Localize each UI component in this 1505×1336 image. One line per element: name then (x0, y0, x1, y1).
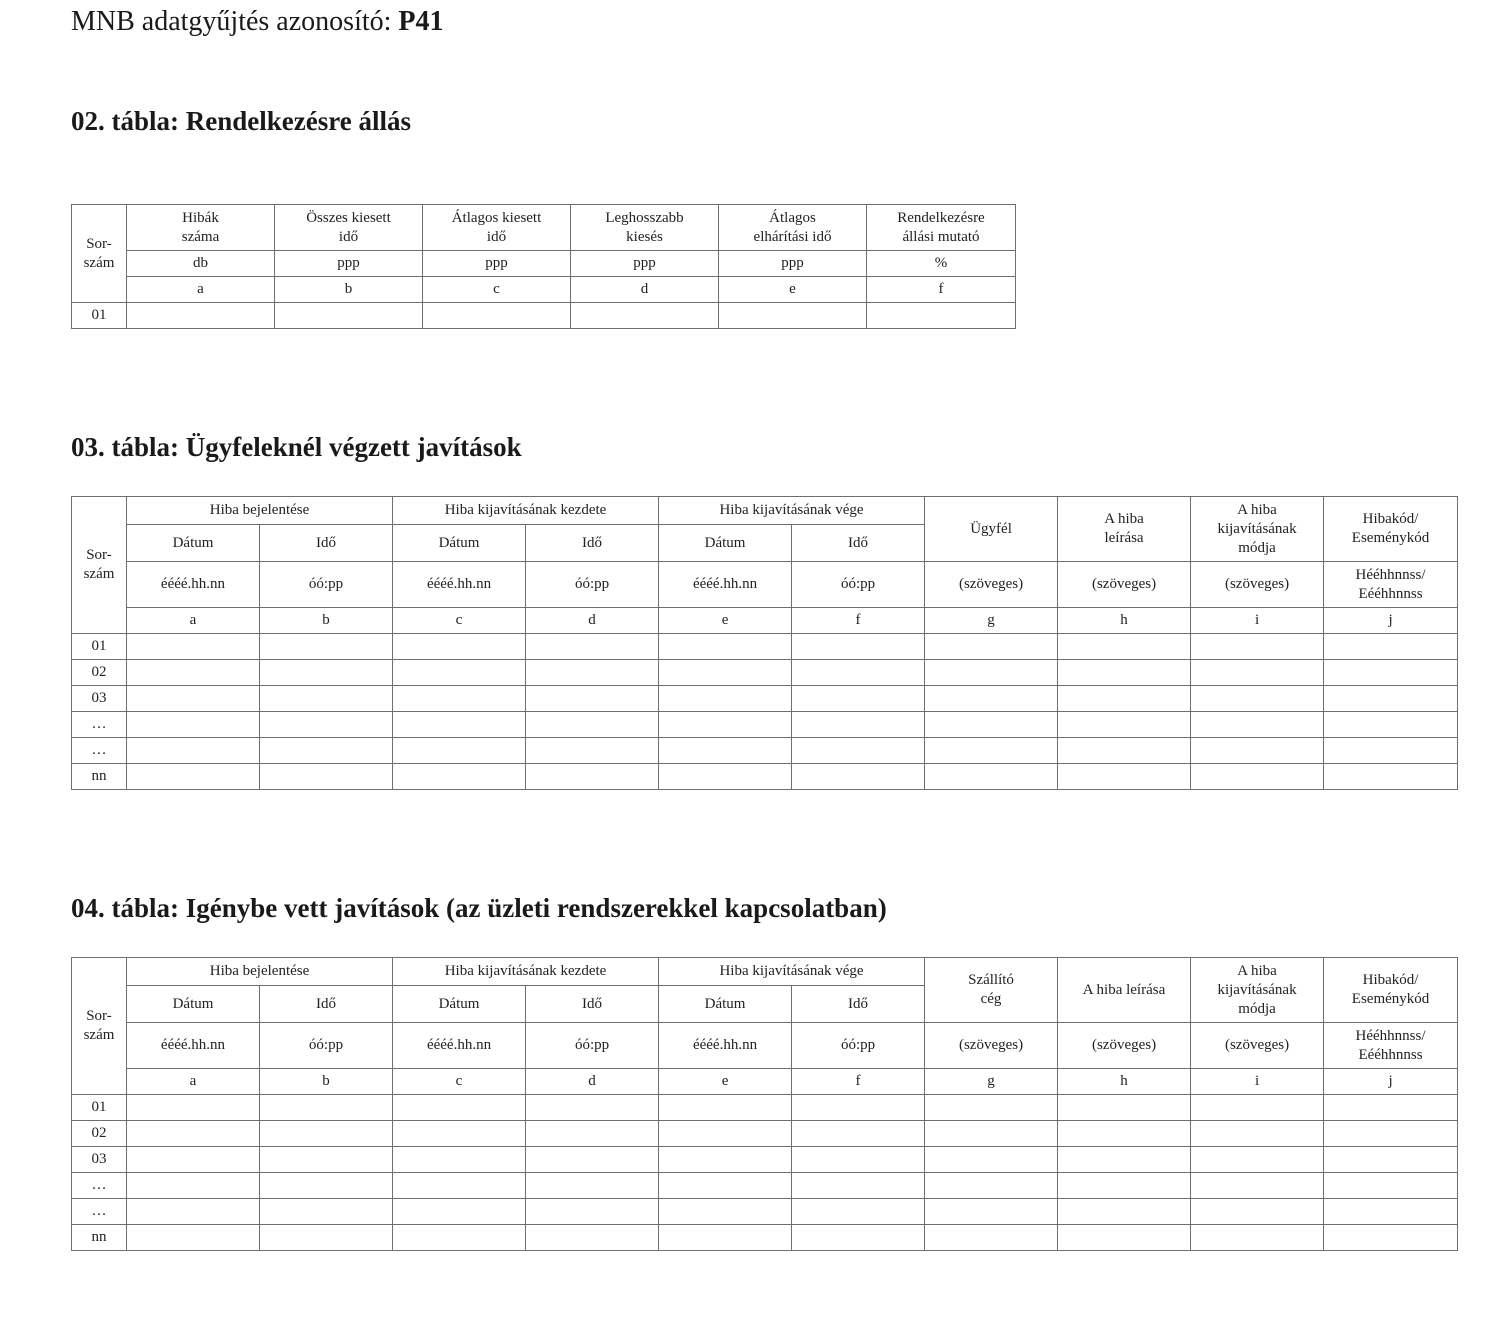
data-cell[interactable] (925, 738, 1058, 764)
table-row (72, 303, 1016, 329)
sub-header-time: Idő (526, 525, 659, 562)
data-cell[interactable] (792, 660, 925, 686)
column-letter: b (275, 277, 423, 303)
data-cell[interactable] (792, 738, 925, 764)
format-cell: Hééhhnnss/ Eééhhnnss (1324, 1023, 1458, 1069)
data-cell[interactable] (260, 712, 393, 738)
column-letter: e (659, 608, 792, 634)
table-row (72, 738, 1458, 764)
column-letter: h (1058, 1069, 1191, 1095)
table04-title: 04. tábla: Igénybe vett javítások (az üzleti rendszerekkel kapcsolatban) (71, 893, 887, 923)
data-cell[interactable] (1058, 1147, 1191, 1173)
sorszam-header: Sor- szám (72, 205, 127, 303)
table-row (72, 634, 1458, 660)
data-cell[interactable] (1058, 686, 1191, 712)
data-cell[interactable] (792, 1147, 925, 1173)
data-cell[interactable] (571, 303, 719, 329)
row-number: 01 (72, 303, 127, 329)
table04-body (72, 1095, 1458, 1251)
data-cell[interactable] (526, 1121, 659, 1147)
data-cell[interactable] (1324, 1199, 1458, 1225)
data-cell[interactable] (925, 1173, 1058, 1199)
used-repairs-table (71, 957, 1458, 1251)
data-cell[interactable] (127, 738, 260, 764)
table03-body (72, 634, 1458, 790)
data-cell[interactable] (925, 1095, 1058, 1121)
data-cell[interactable] (275, 303, 423, 329)
data-cell[interactable] (1058, 634, 1191, 660)
data-cell[interactable] (1191, 1173, 1324, 1199)
format-cell: Hééhhnnss/ Eééhhnnss (1324, 562, 1458, 608)
column-letter: b (260, 1069, 393, 1095)
data-cell[interactable] (1324, 660, 1458, 686)
table-row (72, 712, 1458, 738)
format-cell: éééé.hh.nn (659, 1023, 792, 1069)
data-cell[interactable] (1191, 634, 1324, 660)
data-cell[interactable] (393, 738, 526, 764)
data-cell[interactable] (792, 1225, 925, 1251)
data-cell[interactable] (260, 1199, 393, 1225)
data-cell[interactable] (659, 712, 792, 738)
row-number: … (72, 712, 127, 738)
col-header-j: Hibakód/ Eseménykód (1324, 497, 1458, 562)
data-cell[interactable] (659, 764, 792, 790)
sub-header-time: Idő (792, 986, 925, 1023)
data-cell[interactable] (1191, 1199, 1324, 1225)
format-cell: (szöveges) (1191, 1023, 1324, 1069)
data-cell[interactable] (526, 660, 659, 686)
data-cell[interactable] (127, 1121, 260, 1147)
row-number: nn (72, 1225, 127, 1251)
data-cell[interactable] (792, 1121, 925, 1147)
data-cell[interactable] (393, 1121, 526, 1147)
unit-cell: ppp (423, 251, 571, 277)
data-cell[interactable] (260, 634, 393, 660)
data-cell[interactable] (1058, 1199, 1191, 1225)
data-cell[interactable] (659, 686, 792, 712)
table-row (72, 1147, 1458, 1173)
sub-header-date: Dátum (659, 525, 792, 562)
data-cell[interactable] (1324, 1095, 1458, 1121)
data-cell[interactable] (1058, 1121, 1191, 1147)
data-cell[interactable] (526, 764, 659, 790)
data-cell[interactable] (260, 764, 393, 790)
table-row (72, 1199, 1458, 1225)
data-cell[interactable] (1324, 738, 1458, 764)
data-cell[interactable] (1058, 1225, 1191, 1251)
data-cell[interactable] (792, 1095, 925, 1121)
row-number: 03 (72, 686, 127, 712)
data-cell[interactable] (526, 634, 659, 660)
unit-cell: ppp (275, 251, 423, 277)
group-header: Hiba bejelentése (127, 958, 393, 986)
data-cell[interactable] (1324, 1225, 1458, 1251)
data-cell[interactable] (526, 1147, 659, 1173)
data-cell[interactable] (719, 303, 867, 329)
data-cell[interactable] (127, 712, 260, 738)
data-cell[interactable] (925, 634, 1058, 660)
unit-cell: % (867, 251, 1016, 277)
data-cell[interactable] (1191, 738, 1324, 764)
data-cell[interactable] (792, 634, 925, 660)
data-cell[interactable] (925, 764, 1058, 790)
data-cell[interactable] (1058, 1173, 1191, 1199)
data-cell[interactable] (792, 1199, 925, 1225)
sub-header-time: Idő (260, 525, 393, 562)
data-cell[interactable] (526, 1225, 659, 1251)
table03-title: 03. tábla: Ügyfeleknél végzett javítások (71, 432, 522, 462)
data-cell[interactable] (393, 1095, 526, 1121)
column-letter: f (792, 608, 925, 634)
group-header: Hiba kijavításának kezdete (393, 958, 659, 986)
column-letter: f (867, 277, 1016, 303)
data-cell[interactable] (1191, 660, 1324, 686)
format-cell: éééé.hh.nn (127, 562, 260, 608)
table-row (72, 686, 1458, 712)
column-letter: d (526, 608, 659, 634)
format-cell: óó:pp (260, 562, 393, 608)
sorszam-header: Sor- szám (72, 497, 127, 634)
data-cell[interactable] (260, 686, 393, 712)
col-header-e: Átlagos elhárítási idő (719, 205, 867, 251)
data-cell[interactable] (526, 712, 659, 738)
sub-header-date: Dátum (659, 986, 792, 1023)
col-header-f: Rendelkezésre állási mutató (867, 205, 1016, 251)
format-cell: óó:pp (260, 1023, 393, 1069)
data-cell[interactable] (393, 764, 526, 790)
col-header-h: A hiba leírása (1058, 497, 1191, 562)
data-cell[interactable] (1191, 1147, 1324, 1173)
data-cell[interactable] (260, 1095, 393, 1121)
format-cell: (szöveges) (1058, 1023, 1191, 1069)
data-cell[interactable] (1191, 686, 1324, 712)
table-row (72, 660, 1458, 686)
col-header-j: Hibakód/ Eseménykód (1324, 958, 1458, 1023)
data-cell[interactable] (260, 660, 393, 686)
format-cell: éééé.hh.nn (393, 562, 526, 608)
column-letter: a (127, 277, 275, 303)
table-row (72, 1121, 1458, 1147)
table-row (72, 764, 1458, 790)
data-cell[interactable] (127, 303, 275, 329)
data-cell[interactable] (393, 686, 526, 712)
format-cell: óó:pp (526, 1023, 659, 1069)
row-number: 03 (72, 1147, 127, 1173)
data-cell[interactable] (659, 738, 792, 764)
data-cell[interactable] (127, 764, 260, 790)
data-cell[interactable] (1324, 764, 1458, 790)
data-cell[interactable] (1058, 764, 1191, 790)
data-cell[interactable] (1324, 1121, 1458, 1147)
column-letter: c (393, 608, 526, 634)
col-header-b: Összes kiesett idő (275, 205, 423, 251)
data-cell[interactable] (393, 1225, 526, 1251)
format-cell: (szöveges) (925, 1023, 1058, 1069)
column-letter: b (260, 608, 393, 634)
column-letter: d (571, 277, 719, 303)
format-cell: (szöveges) (925, 562, 1058, 608)
col-header-i: A hiba kijavításának módja (1191, 497, 1324, 562)
data-cell[interactable] (393, 1173, 526, 1199)
table02-title: 02. tábla: Rendelkezésre állás (71, 106, 411, 136)
data-cell[interactable] (867, 303, 1016, 329)
data-cell[interactable] (526, 1173, 659, 1199)
data-cell[interactable] (526, 1199, 659, 1225)
data-cell[interactable] (1058, 738, 1191, 764)
group-header: Hiba kijavításának vége (659, 958, 925, 986)
column-letter: e (659, 1069, 792, 1095)
format-cell: óó:pp (792, 1023, 925, 1069)
data-cell[interactable] (127, 1173, 260, 1199)
col-header-h: A hiba leírása (1058, 958, 1191, 1023)
group-header: Hiba bejelentése (127, 497, 393, 525)
sub-header-time: Idő (260, 986, 393, 1023)
group-header: Hiba kijavításának vége (659, 497, 925, 525)
column-letter: g (925, 608, 1058, 634)
column-letter: h (1058, 608, 1191, 634)
format-cell: éééé.hh.nn (659, 562, 792, 608)
data-cell[interactable] (659, 1095, 792, 1121)
row-number: nn (72, 764, 127, 790)
table-row (72, 1095, 1458, 1121)
data-cell[interactable] (792, 686, 925, 712)
sub-header-date: Dátum (127, 986, 260, 1023)
format-cell: éééé.hh.nn (127, 1023, 260, 1069)
data-cell[interactable] (127, 634, 260, 660)
format-cell: (szöveges) (1058, 562, 1191, 608)
data-cell[interactable] (260, 738, 393, 764)
col-header-i: A hiba kijavításának módja (1191, 958, 1324, 1023)
column-letter: j (1324, 608, 1458, 634)
data-cell[interactable] (659, 1225, 792, 1251)
data-cell[interactable] (659, 1173, 792, 1199)
sub-header-time: Idő (792, 525, 925, 562)
data-cell[interactable] (1058, 660, 1191, 686)
data-cell[interactable] (393, 1147, 526, 1173)
data-cell[interactable] (925, 686, 1058, 712)
data-cell[interactable] (1324, 1173, 1458, 1199)
sub-header-time: Idő (526, 986, 659, 1023)
data-cell[interactable] (260, 1173, 393, 1199)
document-id-code: P41 (398, 6, 444, 37)
data-cell[interactable] (925, 1147, 1058, 1173)
data-cell[interactable] (127, 1095, 260, 1121)
data-cell[interactable] (1324, 1147, 1458, 1173)
data-cell[interactable] (925, 1121, 1058, 1147)
col-header-a: Hibák száma (127, 205, 275, 251)
data-cell[interactable] (792, 1173, 925, 1199)
data-cell[interactable] (659, 634, 792, 660)
data-cell[interactable] (925, 1199, 1058, 1225)
column-letter: e (719, 277, 867, 303)
data-cell[interactable] (127, 1199, 260, 1225)
col-header-c: Átlagos kiesett idő (423, 205, 571, 251)
row-number: 02 (72, 660, 127, 686)
data-cell[interactable] (260, 1147, 393, 1173)
column-letter: c (393, 1069, 526, 1095)
client-repairs-table (71, 496, 1458, 790)
sorszam-header: Sor- szám (72, 958, 127, 1095)
data-cell[interactable] (1324, 634, 1458, 660)
data-cell[interactable] (792, 764, 925, 790)
column-letter: j (1324, 1069, 1458, 1095)
format-cell: óó:pp (792, 562, 925, 608)
data-cell[interactable] (925, 660, 1058, 686)
data-cell[interactable] (127, 686, 260, 712)
data-cell[interactable] (1058, 1095, 1191, 1121)
row-number: 02 (72, 1121, 127, 1147)
data-cell[interactable] (925, 712, 1058, 738)
format-cell: éééé.hh.nn (393, 1023, 526, 1069)
data-cell[interactable] (1191, 1095, 1324, 1121)
unit-cell: db (127, 251, 275, 277)
data-cell[interactable] (127, 660, 260, 686)
row-number: … (72, 1199, 127, 1225)
row-number: … (72, 1173, 127, 1199)
row-number: 01 (72, 1095, 127, 1121)
col-header-g: Szállító cég (925, 958, 1058, 1023)
data-cell[interactable] (792, 712, 925, 738)
table-row (72, 1225, 1458, 1251)
data-cell[interactable] (659, 1121, 792, 1147)
column-letter: c (423, 277, 571, 303)
data-cell[interactable] (1324, 686, 1458, 712)
data-cell[interactable] (526, 686, 659, 712)
data-cell[interactable] (526, 738, 659, 764)
data-cell[interactable] (1191, 1121, 1324, 1147)
row-number: … (72, 738, 127, 764)
data-cell[interactable] (260, 1121, 393, 1147)
data-cell[interactable] (659, 1147, 792, 1173)
sub-header-date: Dátum (393, 525, 526, 562)
data-cell[interactable] (393, 634, 526, 660)
table-row (72, 1173, 1458, 1199)
data-cell[interactable] (659, 1199, 792, 1225)
col-header-d: Leghosszabb kiesés (571, 205, 719, 251)
column-letter: a (127, 608, 260, 634)
unit-cell: ppp (571, 251, 719, 277)
column-letter: f (792, 1069, 925, 1095)
col-header-g: Ügyfél (925, 497, 1058, 562)
document-id-title (71, 4, 444, 40)
sub-header-date: Dátum (393, 986, 526, 1023)
column-letter: g (925, 1069, 1058, 1095)
data-cell[interactable] (925, 1225, 1058, 1251)
data-cell[interactable] (526, 1095, 659, 1121)
group-header: Hiba kijavításának kezdete (393, 497, 659, 525)
data-cell[interactable] (393, 660, 526, 686)
data-cell[interactable] (260, 1225, 393, 1251)
data-cell[interactable] (393, 1199, 526, 1225)
data-cell[interactable] (1058, 712, 1191, 738)
column-letter: a (127, 1069, 260, 1095)
format-cell: (szöveges) (1191, 562, 1324, 608)
row-number: 01 (72, 634, 127, 660)
data-cell[interactable] (1324, 712, 1458, 738)
sub-header-date: Dátum (127, 525, 260, 562)
column-letter: d (526, 1069, 659, 1095)
data-cell[interactable] (127, 1147, 260, 1173)
format-cell: óó:pp (526, 562, 659, 608)
data-cell[interactable] (659, 660, 792, 686)
document-id-label: MNB adatgyűjtés azonosító: (71, 6, 392, 37)
data-cell[interactable] (1191, 712, 1324, 738)
data-cell[interactable] (393, 712, 526, 738)
data-cell[interactable] (423, 303, 571, 329)
column-letter: i (1191, 1069, 1324, 1095)
data-cell[interactable] (1191, 1225, 1324, 1251)
column-letter: i (1191, 608, 1324, 634)
data-cell[interactable] (127, 1225, 260, 1251)
unit-cell: ppp (719, 251, 867, 277)
availability-table (71, 204, 1016, 329)
data-cell[interactable] (1191, 764, 1324, 790)
